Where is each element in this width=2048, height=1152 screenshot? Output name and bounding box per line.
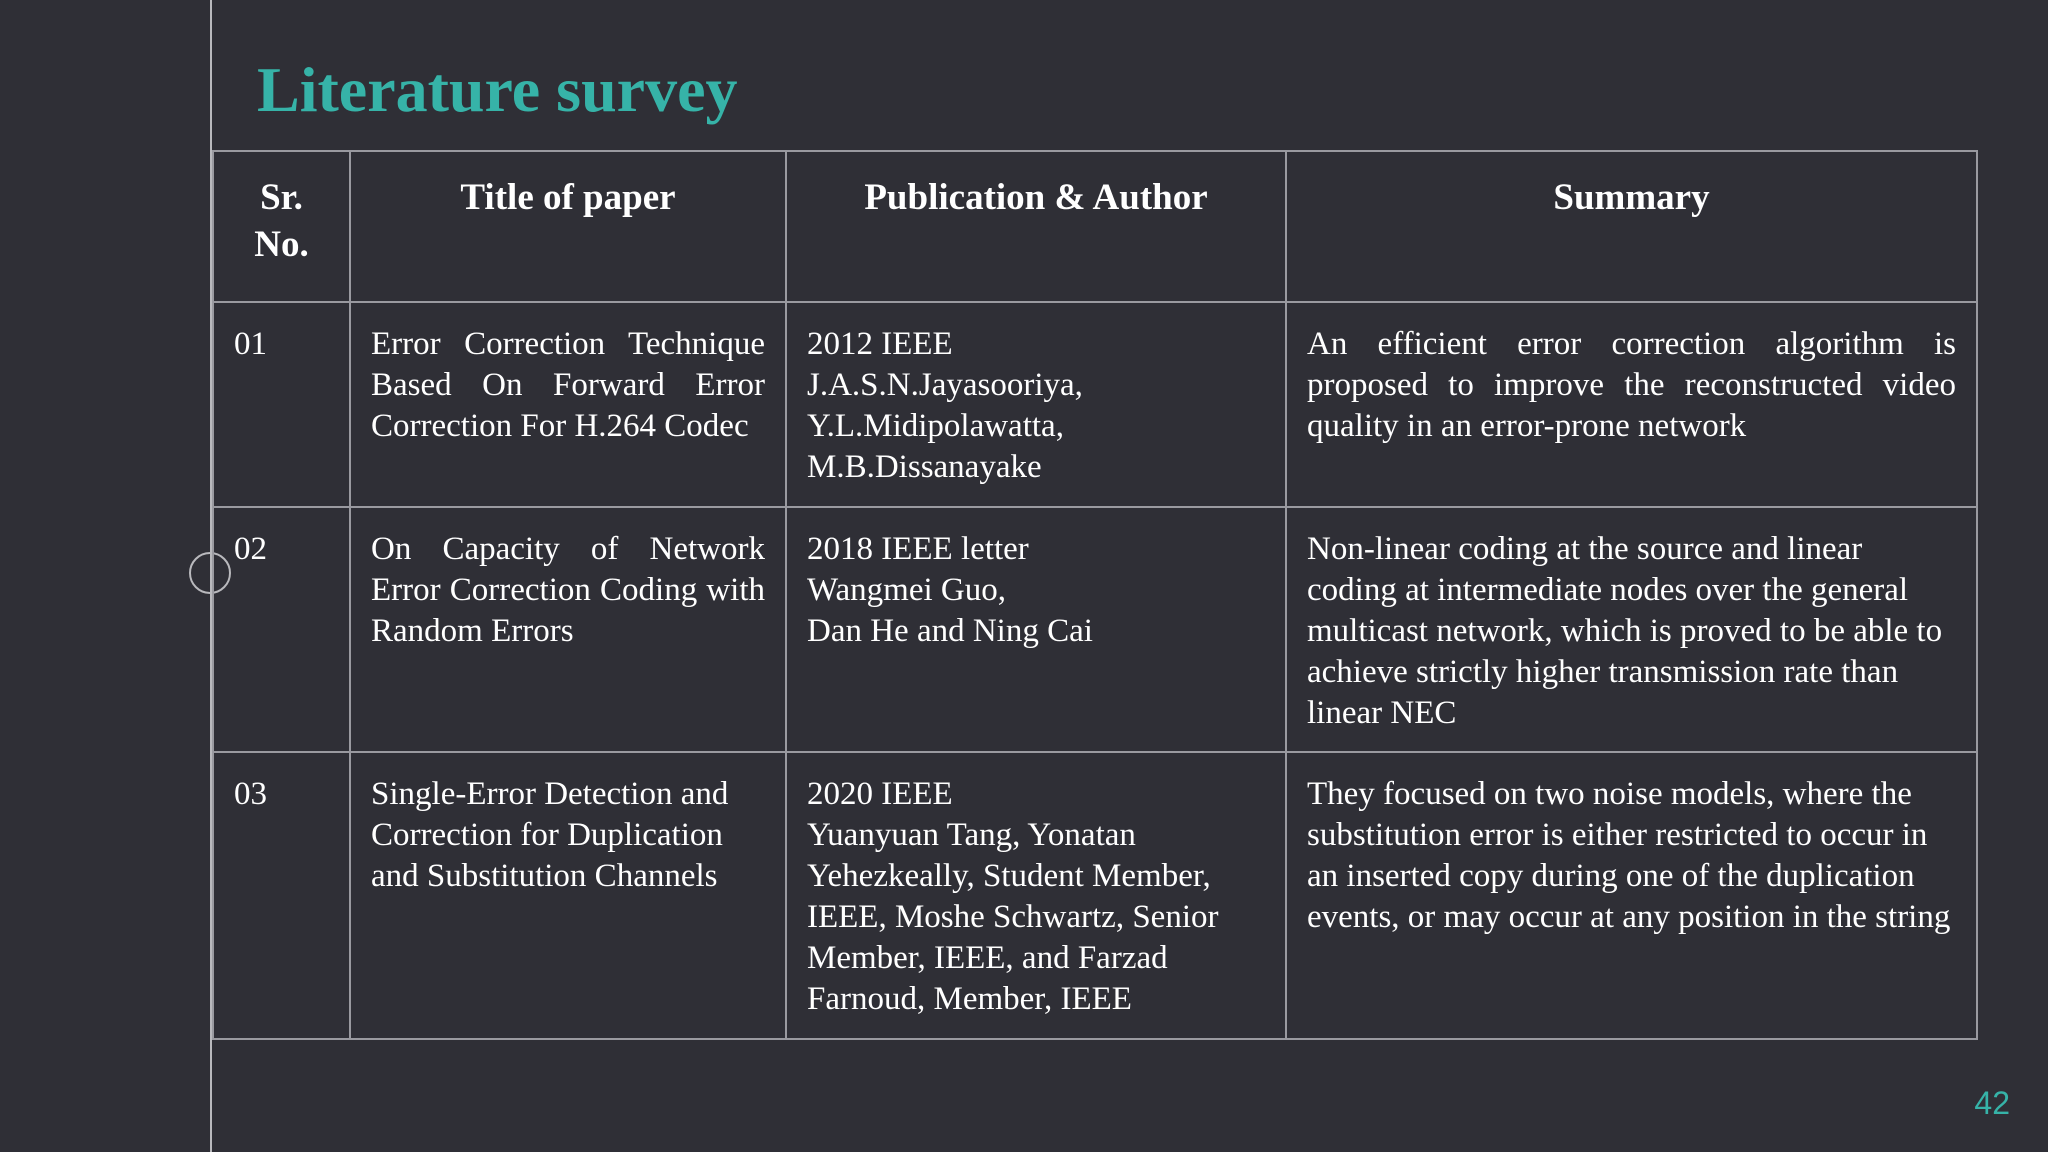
row-sr-no: 02 [213,507,350,752]
table-row [213,302,1977,507]
row-sr-no: 01 [213,302,350,507]
row-summary: An efficient error correction algorithm is proposed to improve the reconstructed video quality in an error-prone network [1286,302,1977,507]
header-title-of-paper: Title of paper [350,151,786,302]
row-title: Error Correction Technique Based On Forward Error Correction For H.264 Codec [350,302,786,507]
table-header-row [213,151,1977,302]
row-publication: 2012 IEEE J.A.S.N.Jayasooriya, Y.L.Midipolawatta, M.B.Dissanayake [786,302,1286,507]
literature-survey-table [212,150,1978,1040]
row-publication: 2020 IEEE Yuanyuan Tang, Yonatan Yehezkeally, Student Member, IEEE, Moshe Schwartz, Senior Member, IEEE, and Farzad Farnoud, Member, IEEE [786,752,1286,1039]
row-publication: 2018 IEEE letter Wangmei Guo, Dan He and Ning Cai [786,507,1286,752]
slide-title: Literature survey [257,54,738,125]
page-number: 42 [1974,1085,2010,1121]
row-title: On Capacity of Network Error Correction Coding with Random Errors [350,507,786,752]
row-sr-no: 03 [213,752,350,1039]
row-summary: Non-linear coding at the source and linear coding at intermediate nodes over the general multicast network, which is proved to be able to achieve strictly higher transmission rate than linear NEC [1286,507,1977,752]
row-title: Single-Error Detection and Correction for Duplication and Substitution Channels [350,752,786,1039]
header-publication-author: Publication & Author [786,151,1286,302]
header-summary: Summary [1286,151,1977,302]
row-summary: They focused on two noise models, where the substitution error is either restricted to occur in an inserted copy during one of the duplication events, or may occur at any position in the string [1286,752,1977,1039]
table-row [213,507,1977,752]
header-sr-no: Sr. No. [213,151,350,302]
table-row [213,752,1977,1039]
